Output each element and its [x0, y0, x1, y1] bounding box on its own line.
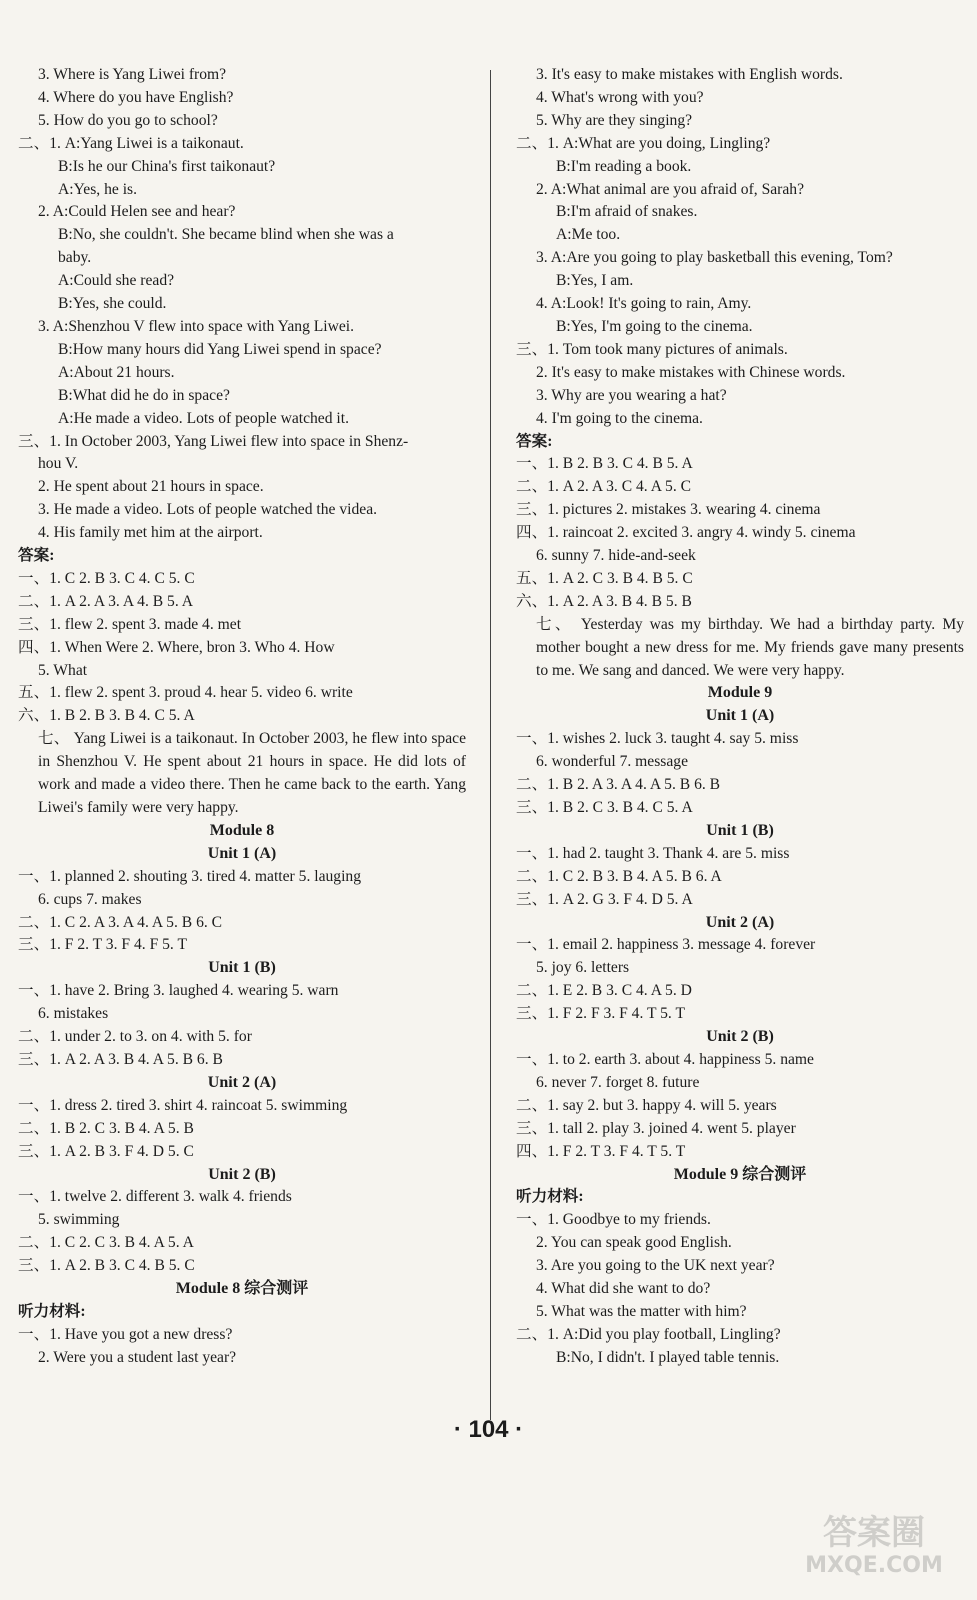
text-line: 三、1. Tom took many pictures of animals.: [516, 340, 788, 358]
answer-line: 一、1. twelve 2. different 3. walk 4. friends: [18, 1188, 292, 1206]
answer-line: 四、1. raincoat 2. excited 3. angry 4. windy 5. cinema: [516, 524, 856, 542]
text-line: B:Yes, I'm going to the cinema.: [556, 317, 753, 335]
text-line: 2. He spent about 21 hours in space.: [38, 478, 264, 496]
right-column: [516, 64, 964, 1370]
answer-line: 一、1. C 2. B 3. C 4. C 5. C: [18, 569, 195, 587]
answer-line: 三、1. pictures 2. mistakes 3. wearing 4. cinema: [516, 501, 821, 519]
text-line: A:About 21 hours.: [58, 363, 175, 381]
text-line: 4. What did she want to do?: [536, 1280, 711, 1298]
answer-line: 一、1. had 2. taught 3. Thank 4. are 5. miss: [516, 844, 790, 862]
answer-line: 六、1. A 2. A 3. B 4. B 5. B: [516, 592, 692, 610]
answer-line: 6. sunny 7. hide-and-seek: [536, 547, 696, 565]
text-line: 3. Why are you wearing a hat?: [536, 386, 727, 404]
writing-paragraph: 七、 Yang Liwei is a taikonaut. In October 2003, he flew into space in Shenzhou V. He spent about 21 hours in space. He did lots of work and made a video there. Then he came back to the earth. Yang Liwei's family were very happy.: [38, 730, 466, 816]
text-line: B:I'm afraid of snakes.: [556, 203, 698, 221]
unit-heading: Unit 1 (A): [705, 707, 775, 725]
text-line: 4. What's wrong with you?: [536, 88, 704, 106]
text-line: 4. A:Look! It's going to rain, Amy.: [536, 295, 752, 313]
answer-line: 二、1. say 2. but 3. happy 4. will 5. years: [516, 1096, 777, 1114]
text-line: 3. It's easy to make mistakes with English words.: [536, 66, 843, 83]
page-number: · 104 ·: [453, 1416, 524, 1443]
unit-heading: Unit 2 (A): [207, 1073, 277, 1091]
text-line: B:No, she couldn't. She became blind when she was a: [58, 226, 394, 244]
answer-line: 一、1. dress 2. tired 3. shirt 4. raincoat 5. swimming: [18, 1096, 348, 1114]
unit-heading: Unit 2 (B): [208, 1165, 276, 1183]
text-line: 5. How do you go to school?: [38, 111, 218, 129]
answer-line: 一、1. wishes 2. luck 3. taught 4. say 5. miss: [516, 730, 799, 748]
writing-paragraph: 七、 Yesterday was my birthday. We had a birthday party. My mother bought a new dress for me. My friends gave many presents to me. We sang and danced. We were very happy.: [536, 615, 964, 679]
answer-line: 二、1. C 2. C 3. B 4. A 5. A: [18, 1234, 194, 1252]
answers-heading: 答案:: [18, 547, 55, 565]
answer-line: 二、1. B 2. A 3. A 4. A 5. B 6. B: [516, 776, 721, 794]
answers-heading: 答案:: [516, 432, 553, 450]
answer-line: 二、1. A 2. A 3. A 4. B 5. A: [18, 592, 194, 610]
unit-heading: Unit 1 (A): [207, 844, 277, 862]
text-line: 3. A:Shenzhou V flew into space with Yang Liwei.: [38, 317, 355, 335]
text-line: A:Yes, he is.: [58, 180, 137, 198]
unit-heading: Unit 2 (A): [705, 913, 775, 931]
answer-line: 六、1. B 2. B 3. B 4. C 5. A: [18, 707, 195, 725]
text-line: 3. Where is Yang Liwei from?: [38, 66, 227, 83]
answer-line: 三、1. F 2. T 3. F 4. F 5. T: [18, 936, 187, 954]
text-line: 4. I'm going to the cinema.: [536, 409, 703, 427]
text-line: A:Could she read?: [58, 272, 175, 290]
answer-line: 二、1. E 2. B 3. C 4. A 5. D: [516, 982, 692, 1000]
answer-line: 二、1. C 2. A 3. A 4. A 5. B 6. C: [18, 913, 223, 931]
unit-heading: Unit 1 (B): [208, 959, 276, 977]
answer-line: 二、1. A 2. A 3. C 4. A 5. C: [516, 478, 692, 496]
text-line: B:How many hours did Yang Liwei spend in space?: [58, 340, 382, 358]
text-line: baby.: [58, 249, 92, 267]
text-line: 5. Why are they singing?: [536, 111, 693, 129]
text-line: B:Yes, she could.: [58, 295, 167, 313]
text-line: 一、1. Have you got a new dress?: [18, 1325, 233, 1343]
answer-line: 一、1. email 2. happiness 3. message 4. forever: [516, 936, 816, 954]
text-line: 2. It's easy to make mistakes with Chinese words.: [536, 363, 846, 381]
text-line: 三、1. In October 2003, Yang Liwei flew into space in Shenz-: [18, 432, 409, 450]
text-line: B:Is he our China's first taikonaut?: [58, 157, 276, 175]
answer-line: 三、1. tall 2. play 3. joined 4. went 5. player: [516, 1119, 796, 1137]
answer-line: 一、1. B 2. B 3. C 4. B 5. A: [516, 455, 693, 473]
answer-line: 三、1. A 2. A 3. B 4. A 5. B 6. B: [18, 1050, 223, 1068]
text-line: 一、1. Goodbye to my friends.: [516, 1211, 711, 1229]
answer-line: 五、1. A 2. C 3. B 4. B 5. C: [516, 569, 693, 587]
answer-line: 三、1. flew 2. spent 3. made 4. met: [18, 615, 242, 633]
text-line: 3. He made a video. Lots of people watched the videa.: [38, 501, 378, 519]
answer-line: 6. mistakes: [38, 1005, 109, 1023]
module-heading: Module 8: [209, 821, 275, 839]
watermark-logo: [789, 1508, 959, 1578]
module-test-heading: Module 9 综合测评: [673, 1165, 807, 1183]
answer-line: 三、1. A 2. B 3. F 4. D 5. C: [18, 1142, 194, 1160]
answer-line: 三、1. F 2. F 3. F 4. T 5. T: [516, 1005, 685, 1023]
answer-line: 四、1. When Were 2. Where, bron 3. Who 4. How: [18, 638, 335, 656]
answer-line: 五、1. flew 2. spent 3. proud 4. hear 5. video 6. write: [18, 684, 353, 702]
text-line: A:He made a video. Lots of people watched it.: [58, 409, 349, 427]
text-line: B:No, I didn't. I played table tennis.: [556, 1348, 780, 1366]
text-line: B:What did he do in space?: [58, 386, 230, 404]
answer-line: 一、1. have 2. Bring 3. laughed 4. wearing 5. warn: [18, 982, 339, 1000]
text-line: 4. His family met him at the airport.: [38, 524, 263, 542]
text-line: B:I'm reading a book.: [556, 157, 692, 175]
text-line: 二、1. A:Yang Liwei is a taikonaut.: [18, 134, 244, 152]
answer-line: 一、1. to 2. earth 3. about 4. happiness 5. name: [516, 1050, 814, 1068]
unit-heading: Unit 2 (B): [706, 1028, 774, 1046]
text-line: 2. Were you a student last year?: [38, 1348, 237, 1366]
text-line: 4. Where do you have English?: [38, 88, 234, 106]
answer-line: 三、1. B 2. C 3. B 4. C 5. A: [516, 799, 693, 816]
text-line: 2. You can speak good English.: [536, 1234, 732, 1252]
answer-line: 四、1. F 2. T 3. F 4. T 5. T: [516, 1142, 686, 1160]
answer-line: 一、1. planned 2. shouting 3. tired 4. matter 5. lauging: [18, 867, 362, 885]
answer-line: 6. never 7. forget 8. future: [536, 1073, 700, 1091]
answer-line: 二、1. C 2. B 3. B 4. A 5. B 6. A: [516, 867, 722, 885]
unit-heading: Unit 1 (B): [706, 821, 774, 839]
answer-line: 三、1. A 2. B 3. C 4. B 5. C: [18, 1257, 195, 1275]
text-line: B:Yes, I am.: [556, 272, 634, 290]
left-column: [18, 64, 466, 1370]
answer-line: 二、1. B 2. C 3. B 4. A 5. B: [18, 1119, 194, 1137]
module-heading: Module 9: [707, 684, 773, 702]
answer-line: 6. cups 7. makes: [38, 890, 142, 908]
answer-line: 二、1. under 2. to 3. on 4. with 5. for: [18, 1028, 252, 1046]
answer-line: 6. wonderful 7. message: [536, 753, 689, 771]
watermark-sub: MXQE.COM: [805, 1553, 943, 1578]
answer-line: 5. What: [38, 661, 88, 679]
answer-line: 三、1. A 2. G 3. F 4. D 5. A: [516, 890, 693, 908]
watermark-main: 答案圈: [823, 1513, 925, 1553]
listening-heading: 听力材料:: [18, 1302, 86, 1320]
text-line: 5. What was the matter with him?: [536, 1302, 747, 1320]
text-line: 2. A:What animal are you afraid of, Sarah?: [536, 180, 805, 198]
text-line: A:Me too.: [556, 226, 621, 244]
answer-line: 5. joy 6. letters: [536, 959, 630, 977]
text-line: 2. A:Could Helen see and hear?: [38, 203, 236, 221]
answer-line: 5. swimming: [38, 1211, 120, 1229]
text-line: 3. A:Are you going to play basketball this evening, Tom?: [536, 249, 893, 267]
text-line: 二、1. A:Did you play football, Lingling?: [516, 1325, 781, 1343]
text-line: hou V.: [38, 455, 79, 473]
text-line: 二、1. A:What are you doing, Lingling?: [516, 134, 771, 152]
module-test-heading: Module 8 综合测评: [175, 1280, 309, 1298]
text-line: 3. Are you going to the UK next year?: [536, 1257, 775, 1275]
listening-heading: 听力材料:: [516, 1188, 584, 1206]
column-divider: [490, 70, 491, 1420]
